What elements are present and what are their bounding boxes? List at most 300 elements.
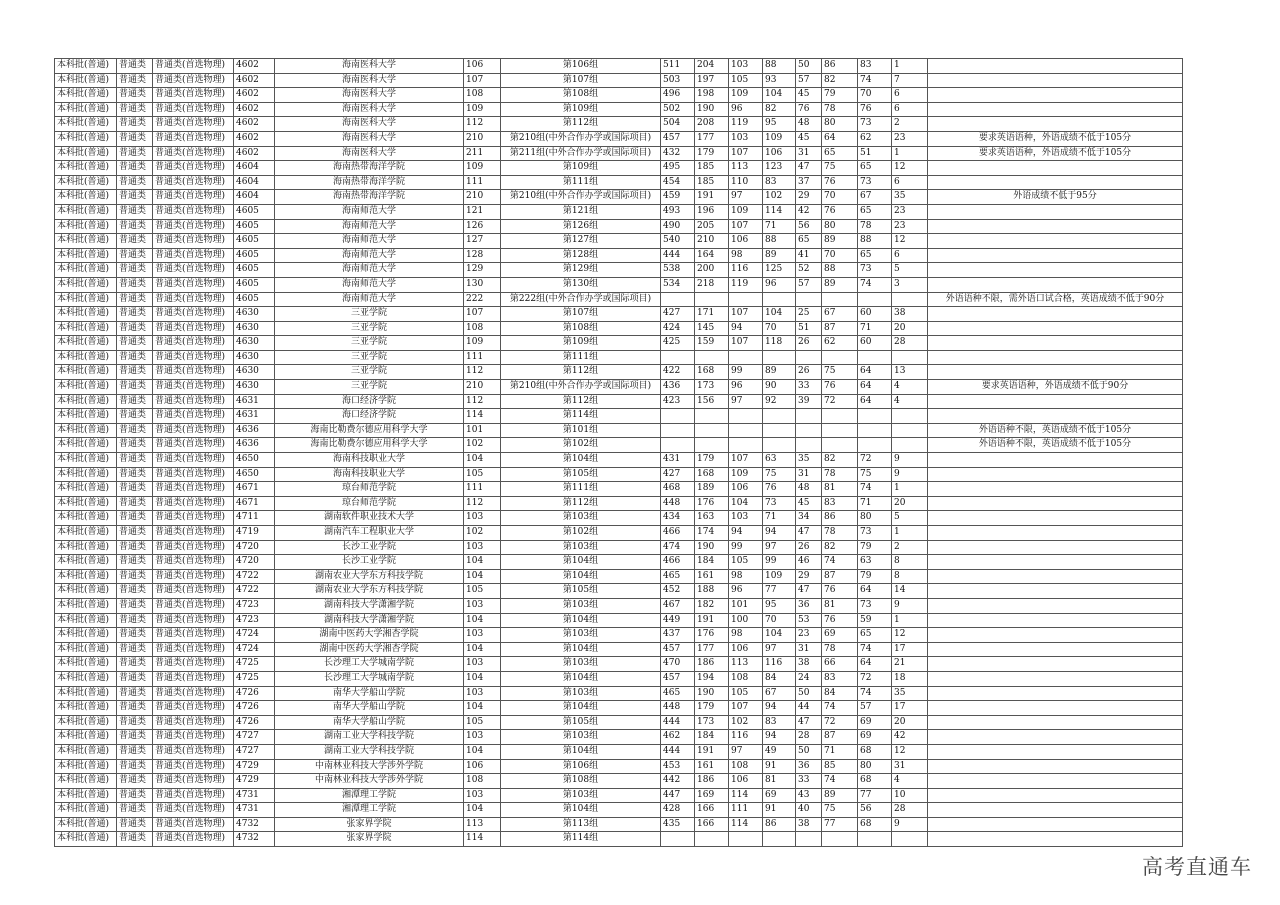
cell-remark bbox=[928, 759, 1183, 774]
cell-subject-type: 普通类(首选物理) bbox=[153, 496, 234, 511]
cell-score-chinese-math: 189 bbox=[695, 482, 729, 497]
cell-score-total: 496 bbox=[661, 88, 695, 103]
cell-score-chinese-math: 185 bbox=[695, 161, 729, 176]
cell-category: 普通类 bbox=[117, 642, 153, 657]
cell-score-c5: 31 bbox=[796, 146, 822, 161]
cell-school-code: 4731 bbox=[234, 788, 275, 803]
cell-score-c6: 72 bbox=[822, 394, 858, 409]
cell-group-name: 第107组 bbox=[501, 307, 661, 322]
cell-remark bbox=[928, 569, 1183, 584]
cell-score-c3: 108 bbox=[729, 671, 763, 686]
cell-rank-count: 12 bbox=[892, 628, 928, 643]
cell-batch: 本科批(普通) bbox=[55, 628, 117, 643]
cell-score-c5: 38 bbox=[796, 817, 822, 832]
cell-school-code: 4725 bbox=[234, 671, 275, 686]
cell-subject-type: 普通类(首选物理) bbox=[153, 190, 234, 205]
cell-score-c6: 81 bbox=[822, 482, 858, 497]
cell-score-chinese-math: 163 bbox=[695, 511, 729, 526]
cell-rank-count: 35 bbox=[892, 686, 928, 701]
cell-school-code: 4602 bbox=[234, 88, 275, 103]
cell-rank-count: 20 bbox=[892, 321, 928, 336]
cell-score-c7: 70 bbox=[858, 88, 892, 103]
cell-score-c7: 64 bbox=[858, 584, 892, 599]
cell-category: 普通类 bbox=[117, 131, 153, 146]
cell-score-chinese-math: 191 bbox=[695, 613, 729, 628]
cell-score-chinese-math: 198 bbox=[695, 88, 729, 103]
cell-subject-type: 普通类(首选物理) bbox=[153, 774, 234, 789]
cell-score-chinese-math: 176 bbox=[695, 496, 729, 511]
cell-group-code: 101 bbox=[464, 423, 501, 438]
cell-batch: 本科批(普通) bbox=[55, 598, 117, 613]
cell-score-c7: 51 bbox=[858, 146, 892, 161]
cell-rank-count bbox=[892, 832, 928, 847]
cell-group-code: 113 bbox=[464, 817, 501, 832]
cell-school-name: 琼台师范学院 bbox=[275, 496, 464, 511]
cell-score-c5: 46 bbox=[796, 555, 822, 570]
table-row bbox=[55, 102, 1183, 117]
cell-rank-count: 31 bbox=[892, 759, 928, 774]
cell-batch: 本科批(普通) bbox=[55, 453, 117, 468]
cell-score-c3: 102 bbox=[729, 715, 763, 730]
cell-group-name: 第126组 bbox=[501, 219, 661, 234]
cell-school-name: 海南师范大学 bbox=[275, 204, 464, 219]
table-row bbox=[55, 423, 1183, 438]
cell-score-c3: 99 bbox=[729, 365, 763, 380]
cell-category: 普通类 bbox=[117, 496, 153, 511]
cell-score-chinese-math: 210 bbox=[695, 234, 729, 249]
table-row bbox=[55, 453, 1183, 468]
cell-score-total: 431 bbox=[661, 453, 695, 468]
cell-score-c4: 99 bbox=[763, 555, 796, 570]
table-row bbox=[55, 730, 1183, 745]
cell-group-code: 112 bbox=[464, 394, 501, 409]
cell-score-c4: 83 bbox=[763, 715, 796, 730]
cell-subject-type: 普通类(首选物理) bbox=[153, 555, 234, 570]
cell-rank-count: 38 bbox=[892, 307, 928, 322]
table-row bbox=[55, 263, 1183, 278]
cell-rank-count: 42 bbox=[892, 730, 928, 745]
cell-score-c3: 107 bbox=[729, 146, 763, 161]
cell-score-c5 bbox=[796, 832, 822, 847]
cell-score-c5: 50 bbox=[796, 744, 822, 759]
cell-school-code: 4602 bbox=[234, 59, 275, 74]
cell-school-name: 海南医科大学 bbox=[275, 117, 464, 132]
cell-score-total: 448 bbox=[661, 496, 695, 511]
cell-score-c7: 71 bbox=[858, 496, 892, 511]
table-row bbox=[55, 73, 1183, 88]
cell-score-chinese-math: 188 bbox=[695, 584, 729, 599]
cell-score-c6: 76 bbox=[822, 613, 858, 628]
cell-score-c4: 97 bbox=[763, 540, 796, 555]
cell-subject-type: 普通类(首选物理) bbox=[153, 204, 234, 219]
cell-score-c5 bbox=[796, 350, 822, 365]
cell-score-c6: 78 bbox=[822, 642, 858, 657]
cell-subject-type: 普通类(首选物理) bbox=[153, 657, 234, 672]
cell-subject-type: 普通类(首选物理) bbox=[153, 569, 234, 584]
cell-score-c6: 79 bbox=[822, 88, 858, 103]
cell-score-c5: 40 bbox=[796, 803, 822, 818]
cell-group-name: 第103组 bbox=[501, 628, 661, 643]
cell-group-name: 第104组 bbox=[501, 701, 661, 716]
cell-score-c4: 70 bbox=[763, 321, 796, 336]
cell-group-code: 102 bbox=[464, 438, 501, 453]
cell-group-name: 第109组 bbox=[501, 102, 661, 117]
cell-subject-type: 普通类(首选物理) bbox=[153, 175, 234, 190]
cell-remark bbox=[928, 832, 1183, 847]
cell-remark bbox=[928, 467, 1183, 482]
table-row bbox=[55, 321, 1183, 336]
cell-score-c3: 97 bbox=[729, 744, 763, 759]
cell-score-chinese-math: 173 bbox=[695, 715, 729, 730]
cell-score-chinese-math: 182 bbox=[695, 598, 729, 613]
cell-score-total: 465 bbox=[661, 686, 695, 701]
cell-group-name: 第105组 bbox=[501, 584, 661, 599]
cell-score-c3: 106 bbox=[729, 234, 763, 249]
cell-score-chinese-math: 168 bbox=[695, 467, 729, 482]
cell-school-code: 4720 bbox=[234, 540, 275, 555]
cell-batch: 本科批(普通) bbox=[55, 730, 117, 745]
cell-score-c3: 103 bbox=[729, 511, 763, 526]
cell-school-code: 4605 bbox=[234, 204, 275, 219]
cell-school-name: 中南林业科技大学涉外学院 bbox=[275, 759, 464, 774]
cell-group-name: 第112组 bbox=[501, 365, 661, 380]
cell-score-c7: 64 bbox=[858, 657, 892, 672]
cell-group-name: 第103组 bbox=[501, 598, 661, 613]
cell-score-total: 448 bbox=[661, 701, 695, 716]
cell-score-chinese-math: 179 bbox=[695, 701, 729, 716]
cell-subject-type: 普通类(首选物理) bbox=[153, 409, 234, 424]
cell-score-c5 bbox=[796, 423, 822, 438]
cell-score-c4: 104 bbox=[763, 307, 796, 322]
table-row bbox=[55, 598, 1183, 613]
cell-school-code: 4631 bbox=[234, 394, 275, 409]
cell-score-total: 466 bbox=[661, 555, 695, 570]
cell-score-c3: 107 bbox=[729, 219, 763, 234]
cell-category: 普通类 bbox=[117, 175, 153, 190]
cell-score-total: 465 bbox=[661, 569, 695, 584]
cell-score-total: 503 bbox=[661, 73, 695, 88]
cell-score-c3: 109 bbox=[729, 88, 763, 103]
cell-score-c3: 107 bbox=[729, 453, 763, 468]
cell-remark bbox=[928, 803, 1183, 818]
cell-score-c5: 47 bbox=[796, 526, 822, 541]
cell-remark bbox=[928, 730, 1183, 745]
cell-group-name: 第104组 bbox=[501, 803, 661, 818]
cell-group-code: 109 bbox=[464, 161, 501, 176]
watermark-text: 高考直通车 bbox=[1142, 855, 1252, 879]
table-row bbox=[55, 438, 1183, 453]
cell-rank-count: 12 bbox=[892, 234, 928, 249]
cell-category: 普通类 bbox=[117, 832, 153, 847]
cell-score-c6: 78 bbox=[822, 526, 858, 541]
cell-score-c4: 106 bbox=[763, 146, 796, 161]
cell-category: 普通类 bbox=[117, 234, 153, 249]
cell-score-c5: 29 bbox=[796, 190, 822, 205]
table-row bbox=[55, 175, 1183, 190]
cell-school-name: 海南医科大学 bbox=[275, 146, 464, 161]
cell-remark: 要求英语语种，外语成绩不低于105分 bbox=[928, 131, 1183, 146]
cell-remark: 外语语种不限，英语成绩不低于105分 bbox=[928, 438, 1183, 453]
cell-subject-type: 普通类(首选物理) bbox=[153, 292, 234, 307]
table-row bbox=[55, 642, 1183, 657]
cell-remark bbox=[928, 540, 1183, 555]
cell-school-code: 4729 bbox=[234, 774, 275, 789]
cell-score-c6 bbox=[822, 423, 858, 438]
cell-group-code: 104 bbox=[464, 569, 501, 584]
cell-school-code: 4726 bbox=[234, 686, 275, 701]
table-row bbox=[55, 161, 1183, 176]
cell-group-code: 106 bbox=[464, 59, 501, 74]
cell-score-c6: 87 bbox=[822, 730, 858, 745]
cell-score-chinese-math: 173 bbox=[695, 380, 729, 395]
cell-score-c7: 65 bbox=[858, 204, 892, 219]
cell-score-c4: 109 bbox=[763, 131, 796, 146]
cell-group-code: 109 bbox=[464, 336, 501, 351]
cell-score-chinese-math bbox=[695, 423, 729, 438]
cell-group-code: 106 bbox=[464, 759, 501, 774]
cell-score-chinese-math: 159 bbox=[695, 336, 729, 351]
cell-score-c4: 88 bbox=[763, 59, 796, 74]
cell-category: 普通类 bbox=[117, 146, 153, 161]
cell-score-c4: 96 bbox=[763, 277, 796, 292]
cell-rank-count: 1 bbox=[892, 613, 928, 628]
cell-score-c6: 70 bbox=[822, 190, 858, 205]
cell-score-c7: 65 bbox=[858, 248, 892, 263]
cell-school-code: 4630 bbox=[234, 380, 275, 395]
cell-remark bbox=[928, 73, 1183, 88]
cell-score-chinese-math: 204 bbox=[695, 59, 729, 74]
table-row bbox=[55, 657, 1183, 672]
cell-school-name: 海南师范大学 bbox=[275, 234, 464, 249]
cell-rank-count: 1 bbox=[892, 482, 928, 497]
cell-remark bbox=[928, 657, 1183, 672]
cell-score-c5: 26 bbox=[796, 336, 822, 351]
cell-group-code: 104 bbox=[464, 642, 501, 657]
cell-batch: 本科批(普通) bbox=[55, 175, 117, 190]
cell-score-c7: 73 bbox=[858, 117, 892, 132]
cell-school-name: 三亚学院 bbox=[275, 350, 464, 365]
cell-remark bbox=[928, 453, 1183, 468]
cell-batch: 本科批(普通) bbox=[55, 409, 117, 424]
cell-score-c4 bbox=[763, 350, 796, 365]
cell-category: 普通类 bbox=[117, 380, 153, 395]
cell-batch: 本科批(普通) bbox=[55, 482, 117, 497]
cell-group-name: 第102组 bbox=[501, 526, 661, 541]
cell-score-total: 467 bbox=[661, 598, 695, 613]
cell-score-c5: 25 bbox=[796, 307, 822, 322]
cell-score-chinese-math bbox=[695, 409, 729, 424]
cell-score-total bbox=[661, 409, 695, 424]
cell-score-chinese-math: 186 bbox=[695, 774, 729, 789]
cell-school-name: 湖南科技大学潇湘学院 bbox=[275, 613, 464, 628]
cell-score-c5: 52 bbox=[796, 263, 822, 278]
cell-score-c5: 48 bbox=[796, 117, 822, 132]
table-row bbox=[55, 701, 1183, 716]
table-row bbox=[55, 628, 1183, 643]
cell-score-c3: 107 bbox=[729, 336, 763, 351]
cell-score-c6: 76 bbox=[822, 584, 858, 599]
cell-score-c4: 89 bbox=[763, 248, 796, 263]
cell-score-c6 bbox=[822, 292, 858, 307]
table-row bbox=[55, 788, 1183, 803]
cell-score-c4: 104 bbox=[763, 628, 796, 643]
cell-category: 普通类 bbox=[117, 467, 153, 482]
cell-score-c5 bbox=[796, 292, 822, 307]
cell-remark bbox=[928, 234, 1183, 249]
cell-rank-count: 6 bbox=[892, 102, 928, 117]
cell-rank-count: 28 bbox=[892, 803, 928, 818]
cell-batch: 本科批(普通) bbox=[55, 292, 117, 307]
cell-score-chinese-math: 191 bbox=[695, 190, 729, 205]
cell-group-name: 第129组 bbox=[501, 263, 661, 278]
table-row bbox=[55, 715, 1183, 730]
cell-group-code: 105 bbox=[464, 715, 501, 730]
cell-score-c5: 50 bbox=[796, 59, 822, 74]
cell-rank-count: 28 bbox=[892, 336, 928, 351]
cell-score-c4: 82 bbox=[763, 102, 796, 117]
cell-group-name: 第211组(中外合作办学或国际项目) bbox=[501, 146, 661, 161]
cell-group-code: 210 bbox=[464, 190, 501, 205]
cell-score-c7: 83 bbox=[858, 59, 892, 74]
cell-batch: 本科批(普通) bbox=[55, 59, 117, 74]
cell-score-c3: 105 bbox=[729, 686, 763, 701]
cell-score-c6: 65 bbox=[822, 146, 858, 161]
cell-school-name: 南华大学船山学院 bbox=[275, 686, 464, 701]
cell-school-code: 4630 bbox=[234, 307, 275, 322]
cell-category: 普通类 bbox=[117, 803, 153, 818]
cell-category: 普通类 bbox=[117, 292, 153, 307]
cell-score-c4: 67 bbox=[763, 686, 796, 701]
cell-batch: 本科批(普通) bbox=[55, 584, 117, 599]
cell-score-c3: 97 bbox=[729, 190, 763, 205]
cell-score-c3 bbox=[729, 350, 763, 365]
cell-group-code: 103 bbox=[464, 598, 501, 613]
cell-score-c6: 86 bbox=[822, 59, 858, 74]
table-row bbox=[55, 817, 1183, 832]
cell-score-c3: 103 bbox=[729, 131, 763, 146]
cell-score-c5: 45 bbox=[796, 88, 822, 103]
cell-score-c7: 76 bbox=[858, 102, 892, 117]
cell-batch: 本科批(普通) bbox=[55, 642, 117, 657]
cell-score-c6: 84 bbox=[822, 686, 858, 701]
cell-rank-count: 6 bbox=[892, 248, 928, 263]
cell-school-code: 4604 bbox=[234, 175, 275, 190]
cell-group-code: 114 bbox=[464, 832, 501, 847]
cell-remark bbox=[928, 774, 1183, 789]
cell-school-name: 三亚学院 bbox=[275, 321, 464, 336]
cell-score-c5: 53 bbox=[796, 613, 822, 628]
cell-subject-type: 普通类(首选物理) bbox=[153, 715, 234, 730]
cell-remark bbox=[928, 394, 1183, 409]
cell-score-c6: 82 bbox=[822, 73, 858, 88]
table-row bbox=[55, 803, 1183, 818]
cell-rank-count: 4 bbox=[892, 774, 928, 789]
cell-score-c4: 76 bbox=[763, 482, 796, 497]
cell-batch: 本科批(普通) bbox=[55, 263, 117, 278]
table-row bbox=[55, 584, 1183, 599]
cell-school-name: 海南热带海洋学院 bbox=[275, 161, 464, 176]
cell-group-code: 107 bbox=[464, 73, 501, 88]
cell-rank-count: 23 bbox=[892, 204, 928, 219]
table-row bbox=[55, 365, 1183, 380]
cell-score-c5: 48 bbox=[796, 482, 822, 497]
table-row bbox=[55, 496, 1183, 511]
cell-school-code: 4602 bbox=[234, 102, 275, 117]
table-row bbox=[55, 292, 1183, 307]
table-row bbox=[55, 744, 1183, 759]
cell-score-total: 432 bbox=[661, 146, 695, 161]
cell-subject-type: 普通类(首选物理) bbox=[153, 394, 234, 409]
cell-school-code: 4720 bbox=[234, 555, 275, 570]
cell-score-c6: 82 bbox=[822, 540, 858, 555]
cell-subject-type: 普通类(首选物理) bbox=[153, 482, 234, 497]
cell-subject-type: 普通类(首选物理) bbox=[153, 263, 234, 278]
cell-group-name: 第210组(中外合作办学或国际项目) bbox=[501, 190, 661, 205]
cell-rank-count: 9 bbox=[892, 453, 928, 468]
cell-batch: 本科批(普通) bbox=[55, 394, 117, 409]
cell-subject-type: 普通类(首选物理) bbox=[153, 788, 234, 803]
cell-remark bbox=[928, 409, 1183, 424]
cell-group-name: 第121组 bbox=[501, 204, 661, 219]
cell-school-name: 海南比勒费尔德应用科学大学 bbox=[275, 423, 464, 438]
cell-subject-type: 普通类(首选物理) bbox=[153, 219, 234, 234]
cell-subject-type: 普通类(首选物理) bbox=[153, 817, 234, 832]
cell-batch: 本科批(普通) bbox=[55, 277, 117, 292]
table-row bbox=[55, 569, 1183, 584]
cell-score-chinese-math: 200 bbox=[695, 263, 729, 278]
cell-school-code: 4722 bbox=[234, 584, 275, 599]
cell-score-c6: 72 bbox=[822, 715, 858, 730]
cell-score-c7: 80 bbox=[858, 759, 892, 774]
cell-score-c5: 41 bbox=[796, 248, 822, 263]
cell-school-name: 三亚学院 bbox=[275, 365, 464, 380]
cell-score-c4 bbox=[763, 423, 796, 438]
cell-score-c4: 49 bbox=[763, 744, 796, 759]
cell-score-chinese-math bbox=[695, 832, 729, 847]
cell-group-code: 127 bbox=[464, 234, 501, 249]
cell-group-name: 第104组 bbox=[501, 555, 661, 570]
cell-score-c4: 90 bbox=[763, 380, 796, 395]
cell-group-code: 211 bbox=[464, 146, 501, 161]
cell-group-name: 第103组 bbox=[501, 730, 661, 745]
cell-score-chinese-math: 194 bbox=[695, 671, 729, 686]
cell-school-name: 海南科技职业大学 bbox=[275, 467, 464, 482]
cell-score-c5: 23 bbox=[796, 628, 822, 643]
cell-score-c4: 95 bbox=[763, 117, 796, 132]
cell-group-name: 第210组(中外合作办学或国际项目) bbox=[501, 131, 661, 146]
cell-subject-type: 普通类(首选物理) bbox=[153, 686, 234, 701]
cell-school-code: 4605 bbox=[234, 277, 275, 292]
cell-group-name: 第112组 bbox=[501, 496, 661, 511]
cell-score-chinese-math: 168 bbox=[695, 365, 729, 380]
cell-subject-type: 普通类(首选物理) bbox=[153, 526, 234, 541]
cell-score-c5: 65 bbox=[796, 234, 822, 249]
cell-score-chinese-math: 190 bbox=[695, 540, 729, 555]
cell-rank-count bbox=[892, 409, 928, 424]
cell-score-c7: 74 bbox=[858, 277, 892, 292]
cell-score-c5: 38 bbox=[796, 657, 822, 672]
cell-remark bbox=[928, 161, 1183, 176]
cell-score-c4: 75 bbox=[763, 467, 796, 482]
cell-batch: 本科批(普通) bbox=[55, 307, 117, 322]
cell-subject-type: 普通类(首选物理) bbox=[153, 146, 234, 161]
cell-score-total: 428 bbox=[661, 803, 695, 818]
cell-group-name: 第103组 bbox=[501, 511, 661, 526]
cell-score-total: 425 bbox=[661, 336, 695, 351]
cell-remark bbox=[928, 248, 1183, 263]
cell-remark bbox=[928, 526, 1183, 541]
cell-group-name: 第108组 bbox=[501, 774, 661, 789]
